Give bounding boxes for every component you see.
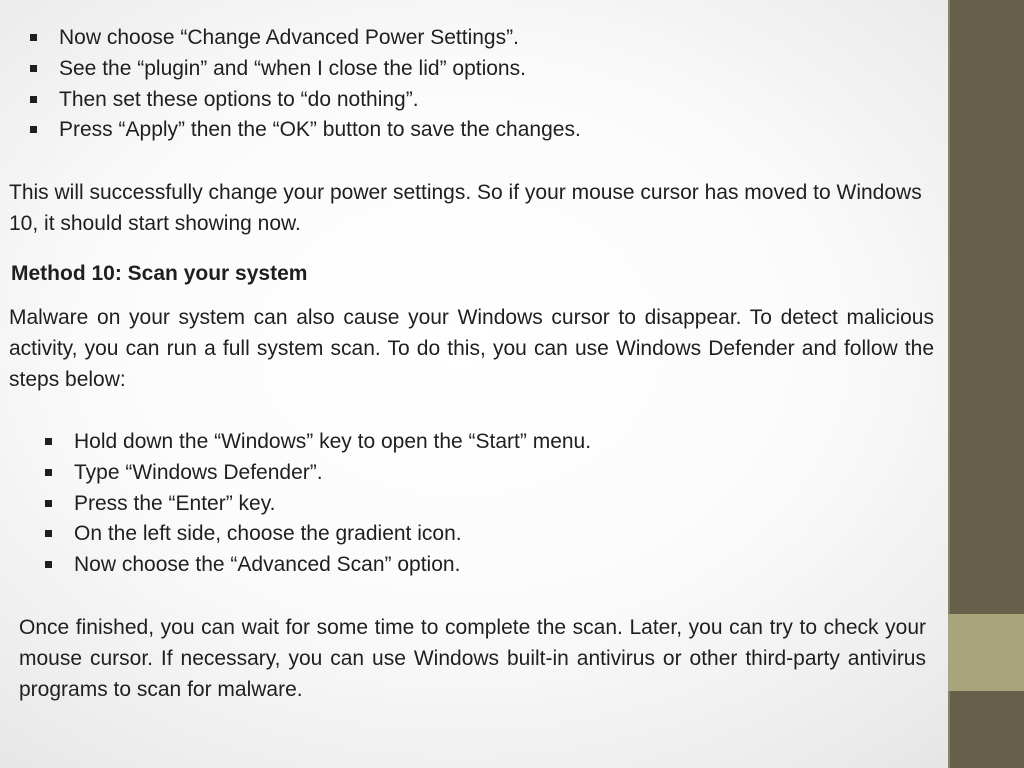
- square-bullet-icon: [30, 96, 37, 103]
- power-settings-steps: [30, 23, 581, 146]
- list-item-text: Press the “Enter” key.: [74, 491, 276, 515]
- list-item-text: On the left side, choose the gradient icon.: [74, 522, 462, 546]
- list-item-text: Now choose the “Advanced Scan” option.: [74, 553, 461, 577]
- summary-paragraph: This will successfully change your power settings. So if your mouse cursor has moved to Windows 10, it should start showing now.: [9, 181, 922, 235]
- list-item: [30, 115, 581, 146]
- list-item: [45, 489, 591, 520]
- list-item-text: Press “Apply” then the “OK” button to save the changes.: [59, 118, 581, 142]
- square-bullet-icon: [45, 561, 52, 568]
- square-bullet-icon: [30, 65, 37, 72]
- list-item: [45, 458, 591, 489]
- closing-paragraph: Once finished, you can wait for some time to complete the scan. Later, you can try to check your mouse cursor. If necessary, you can use Windows built-in antivirus or other third-party antivirus programs to scan for malware.: [19, 616, 926, 701]
- list-item-text: Hold down the “Windows” key to open the “Start” menu.: [74, 430, 592, 453]
- intro-paragraph: Malware on your system can also cause your Windows cursor to disappear. To detect malicious activity, you can run a full system scan. To do this, you can use Windows Defender and follow the steps below:: [9, 306, 934, 391]
- list-item: [30, 85, 581, 116]
- list-item: [30, 23, 581, 54]
- square-bullet-icon: [30, 126, 37, 133]
- list-item: [45, 550, 591, 581]
- method-heading: Method 10: Scan your system: [11, 262, 308, 285]
- square-bullet-icon: [45, 438, 52, 445]
- list-item-text: Type “Windows Defender”.: [74, 460, 323, 484]
- list-item: [30, 54, 581, 85]
- square-bullet-icon: [45, 530, 52, 537]
- list-item-text: Then set these options to “do nothing”.: [59, 87, 419, 111]
- list-item-text: See the “plugin” and “when I close the lid” options.: [59, 56, 526, 80]
- square-bullet-icon: [45, 469, 52, 476]
- square-bullet-icon: [30, 34, 37, 41]
- list-item: [45, 519, 591, 550]
- square-bullet-icon: [45, 500, 52, 507]
- list-item-text: Now choose “Change Advanced Power Settings”.: [59, 26, 519, 49]
- list-item: [45, 427, 591, 458]
- sidebar-accent-block: [948, 614, 1024, 691]
- scan-steps: [45, 427, 591, 581]
